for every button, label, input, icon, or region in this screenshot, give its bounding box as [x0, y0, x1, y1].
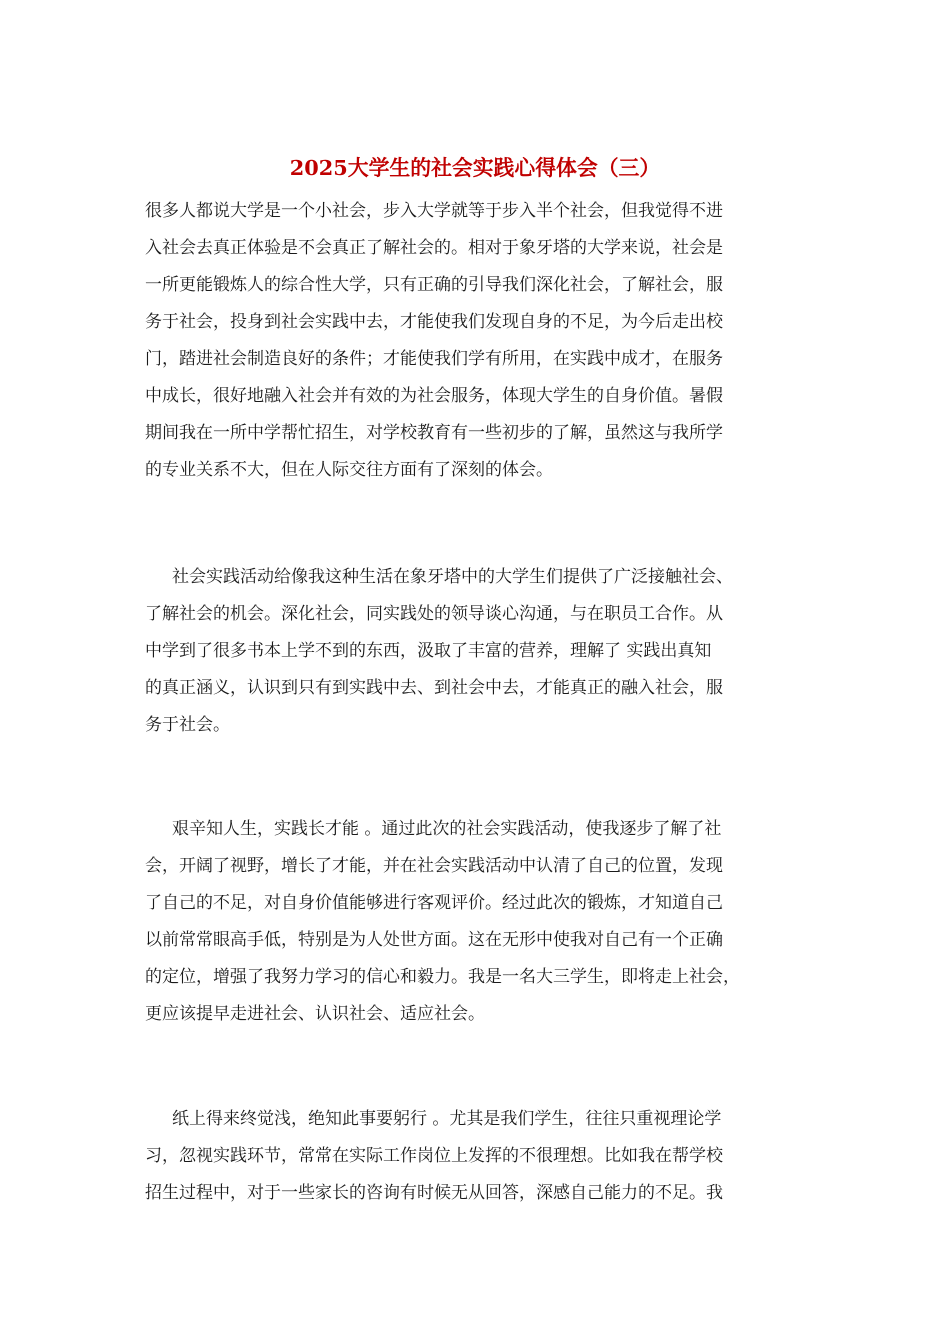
- paragraph-3-line-4: 以前常常眼高手低，特别是为人处世方面。这在无形中使我对自己有一个正确: [145, 930, 723, 950]
- paragraph-1-line-2: 入社会去真正体验是不会真正了解社会的。相对于象牙塔的大学来说，社会是: [145, 238, 723, 258]
- paragraph-3-line-6: 更应该提早走进社会、认识社会、适应社会。: [145, 1004, 485, 1024]
- paragraph-3-line-5: 的定位，增强了我努力学习的信心和毅力。我是一名大三学生，即将走上社会，: [145, 967, 740, 987]
- paragraph-1-line-8: 的专业关系不大，但在人际交往方面有了深刻的体会。: [145, 460, 553, 480]
- paragraph-3-line-2: 会，开阔了视野，增长了才能，并在社会实践活动中认清了自己的位置，发现: [145, 856, 723, 876]
- paragraph-3-line-1: 艰辛知人生，实践长才能 。通过此次的社会实践活动，使我逐步了解了社: [172, 819, 722, 839]
- paragraph-2-line-3: 中学到了很多书本上学不到的东西，汲取了丰富的营养，理解了 实践出真知: [145, 641, 712, 661]
- paragraph-2-line-5: 务于社会。: [145, 715, 230, 735]
- paragraph-1-line-7: 期间我在一所中学帮忙招生，对学校教育有一些初步的了解，虽然这与我所学: [145, 423, 723, 443]
- paragraph-3-line-3: 了自己的不足，对自身价值能够进行客观评价。经过此次的锻炼，才知道自己: [145, 893, 723, 913]
- paragraph-4-line-2: 习，忽视实践环节，常常在实际工作岗位上发挥的不很理想。比如我在帮学校: [145, 1146, 723, 1166]
- paragraph-2-line-1: 社会实践活动给像我这种生活在象牙塔中的大学生们提供了广泛接触社会、: [172, 567, 733, 587]
- paragraph-1-line-5: 门，踏进社会制造良好的条件；才能使我们学有所用，在实践中成才，在服务: [145, 349, 723, 369]
- paragraph-1-line-1: 很多人都说大学是一个小社会，步入大学就等于步入半个社会，但我觉得不进: [145, 201, 723, 221]
- paragraph-1-line-6: 中成长，很好地融入社会并有效的为社会服务，体现大学生的自身价值。暑假: [145, 386, 723, 406]
- document-title: 2025大学生的社会实践心得体会（三）: [289, 155, 661, 180]
- paragraph-4-line-1: 纸上得来终觉浅，绝知此事要躬行 。尤其是我们学生，往往只重视理论学: [172, 1109, 722, 1129]
- paragraph-2-line-4: 的真正涵义，认识到只有到实践中去、到社会中去，才能真正的融入社会，服: [145, 678, 723, 698]
- paragraph-1-line-4: 务于社会，投身到社会实践中去，才能使我们发现自身的不足，为今后走出校: [145, 312, 723, 332]
- paragraph-4-line-3: 招生过程中，对于一些家长的咨询有时候无从回答，深感自己能力的不足。我: [145, 1183, 723, 1203]
- paragraph-1-line-3: 一所更能锻炼人的综合性大学，只有正确的引导我们深化社会，了解社会，服: [145, 275, 723, 295]
- paragraph-2-line-2: 了解社会的机会。深化社会，同实践处的领导谈心沟通，与在职员工合作。从: [145, 604, 723, 624]
